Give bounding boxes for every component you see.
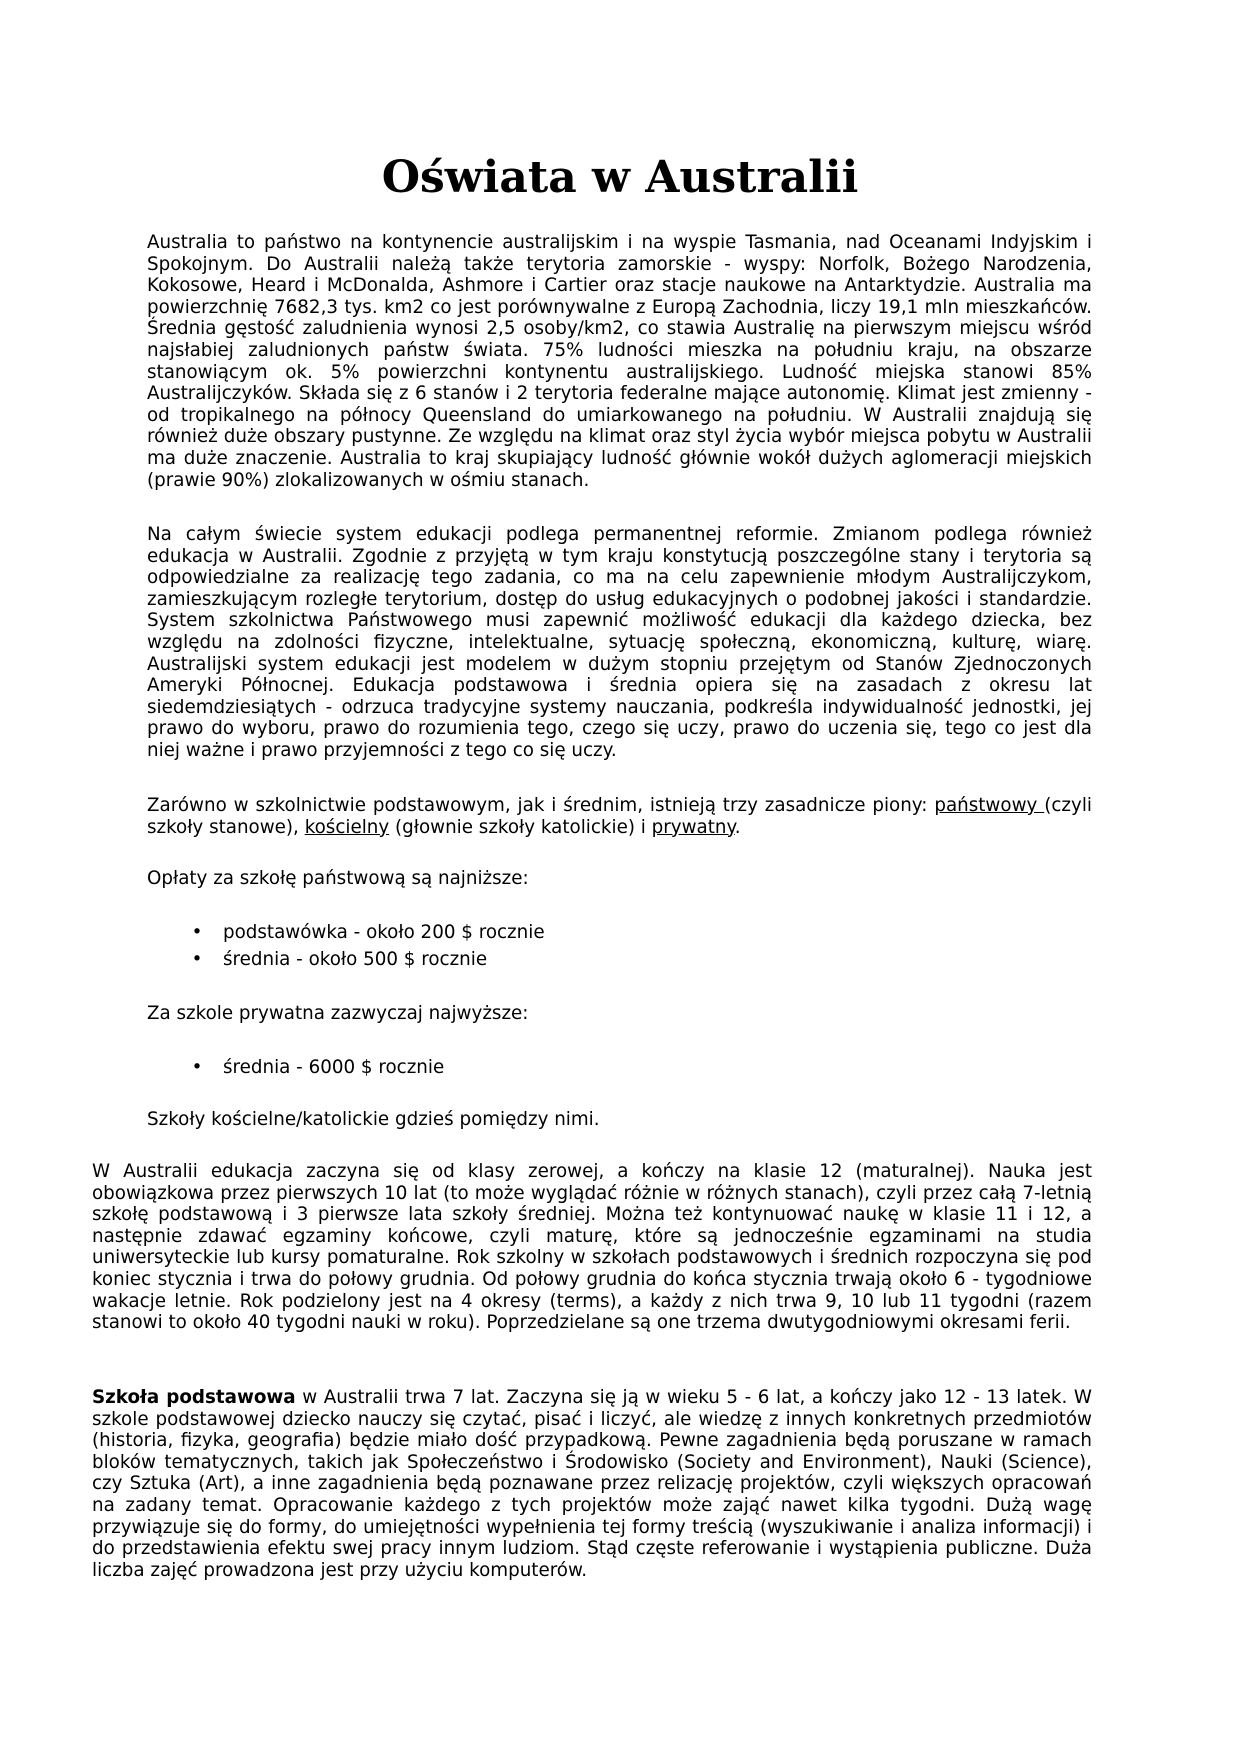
paragraph-church-schools: Szkoły kościelne/katolickie gdzieś pomiędzy nimi.: [147, 1109, 600, 1130]
list-item-text: średnia - około 500 $ rocznie: [223, 949, 488, 970]
primary-school-heading: Szkoła podstawowa: [92, 1387, 296, 1408]
paragraph-state-fees: Opłaty za szkołę państwową są najniższe:: [147, 868, 529, 889]
document-title: Oświata w Australii: [381, 152, 859, 203]
list-item: [147, 919, 1092, 946]
list-item-text: podstawówka - około 200 $ rocznie: [223, 922, 545, 943]
paragraph-school-types: [147, 795, 1092, 838]
link-koscielny[interactable]: kościelny: [304, 816, 390, 838]
bullet-icon: •: [191, 1057, 203, 1078]
list-item: [147, 1054, 1092, 1081]
school-types-text-1: (czyli szkoły stanowe),: [147, 795, 1092, 838]
school-types-text-2: (głownie szkoły katolickie) i: [389, 816, 652, 838]
paragraph-school-system: W Australii edukacja zaczyna się od klasy zerowej, a kończy na klasie 12 (maturalnej). Nauka jest obowiązkowa przez pierwszych 10 lat (to może wyglądać różnie w różnych stanach), czyli przez całą 7-letnią szkołę podstawową i 3 pierwsze lata szkoły średniej. Można też kontynuować naukę w klasie 11 i 12, a następnie zdawać egzaminy końcowe, czyli maturę, które są jednocześnie egzaminami na studia uniwersyteckie lub kursy pomaturalne. Rok szkolny w szkołach podstawowych i średnich rozpoczyna się pod koniec stycznia i trwa do połowy grudnia. Od połowy grudnia do końca stycznia trwają około 6 - tygodniowe wakacje letnie. Rok podzielony jest na 4 okresy (terms), a każdy z nich trwa 9, 10 lub 11 tygodni (razem stanowi to około 40 tygodni nauki w roku). Poprzedzielane są one trzema dwutygodniowymi okresami ferii.: [92, 1161, 1092, 1334]
link-panstwowy[interactable]: państwowy: [934, 795, 1045, 816]
link-prywatny[interactable]: prywatny: [651, 816, 735, 838]
list-item: [147, 946, 1092, 973]
paragraph-primary-school: [92, 1387, 1092, 1581]
school-types-end: .: [734, 816, 741, 838]
primary-school-text: w Australii trwa 7 lat. Zaczyna się ją w wieku 5 - 6 lat, a kończy jako 12 - 13 latek. W szkole podstawowej dziecko nauczy się czytać, pisać i liczyć, ale wiedzę z innych konkretnych przedmiotów (historia, fizyka, geografia) będzie miało dość przypadkową. Pewne zagadnienia będą poruszane w ramach bloków tematycznych, takich jak Społeczeństwo i Środowisko (Society and Environment), Nauki (Science), czy Sztuka (Art), a inne zagadnienia będą poznawane przez relizację projektów, czyli większych opracowań na zadany temat. Opracowanie każdego z tych projektów może zająć nawet kilka tygodni. Dużą wagę przywiązuje się do formy, do umiejętności wypełnienia tej formy treścią (wyszukiwanie i analiza informacji) i do przedstawienia efektu swej pracy innym ludziom. Stąd częste referowanie i wystąpienia publiczne. Duża liczba zajęć prowadzona jest przy użyciu komputerów.: [92, 1387, 1092, 1581]
list-item-text: średnia - 6000 $ rocznie: [223, 1057, 445, 1078]
bullet-icon: •: [191, 949, 203, 970]
state-fees-list: [147, 919, 1092, 973]
school-types-intro: Zarówno w szkolnictwie podstawowym, jak i średnim, istnieją trzy zasadnicze piony:: [147, 795, 935, 816]
private-fees-list: [147, 1054, 1092, 1081]
paragraph-reform: Na całym świecie system edukacji podlega permanentnej reformie. Zmianom podlega również edukacja w Australii. Zgodnie z przyjętą w tym kraju konstytucją poszczególne stany i terytoria są odpowiedzialne za realizację tego zadania, co ma na celu zapewnienie młodym Australijczykom, zamieszkującym rozległe terytorium, dostęp do usług edukacyjnych o podobnej jakości i standardzie. System szkolnictwa Państwowego musi zapewnić możliwość edukacji dla każdego dziecka, bez względu na zdolności fizyczne, intelektualne, sytuację społeczną, ekonomiczną, kulturę, wiarę. Australijski system edukacji jest modelem w dużym stopniu przejętym od Stanów Zjednoczonych Ameryki Północnej. Edukacja podstawowa i średnia opiera się na zasadach z okresu lat siedemdziesiątych - odrzuca tradycyjne systemy nauczania, podkreśla indywidualność jednostki, jej prawo do wyboru, prawo do rozumienia tego, czego się uczy, prawo do uczenia się, tego co jest dla niej ważne i prawo przyjemności z tego co się uczy.: [147, 524, 1092, 761]
bullet-icon: •: [191, 922, 203, 943]
paragraph-intro: Australia to państwo na kontynencie australijskim i na wyspie Tasmania, nad Oceanami Indyjskim i Spokojnym. Do Australii należą także terytoria zamorskie - wyspy: Norfolk, Bożego Narodzenia, Kokosowe, Heard i McDonalda, Ashmore i Cartier oraz stacje naukowe na Antarktydzie. Australia ma powierzchnię 7682,3 tys. km2 co jest porównywalne z Europą Zachodnia, liczy 19,1 mln mieszkańców. Średnia gęstość zaludnienia wynosi 2,5 osoby/km2, co stawia Australię na pierwszym miejscu wśród najsłabiej zaludnionych państw świata. 75% ludności mieszka na południu kraju, na obszarze stanowiącym ok. 5% powierzchni kontynentu australijskiego. Ludność miejska stanowi 85% Australijczyków. Składa się z 6 stanów i 2 terytoria federalne mające autonomię. Klimat jest zmienny - od tropikalnego na północy Queensland do umiarkowanego na południu. W Australii znajdują się również duże obszary pustynne. Ze względu na klimat oraz styl życia wybór miejsca pobytu w Australii ma duże znaczenie. Australia to kraj skupiający ludność głównie wokół dużych aglomeracji miejskich (prawie 90%) zlokalizowanych w ośmiu stanach.: [147, 232, 1092, 491]
paragraph-private-fees: Za szkole prywatna zazwyczaj najwyższe:: [147, 1003, 529, 1024]
